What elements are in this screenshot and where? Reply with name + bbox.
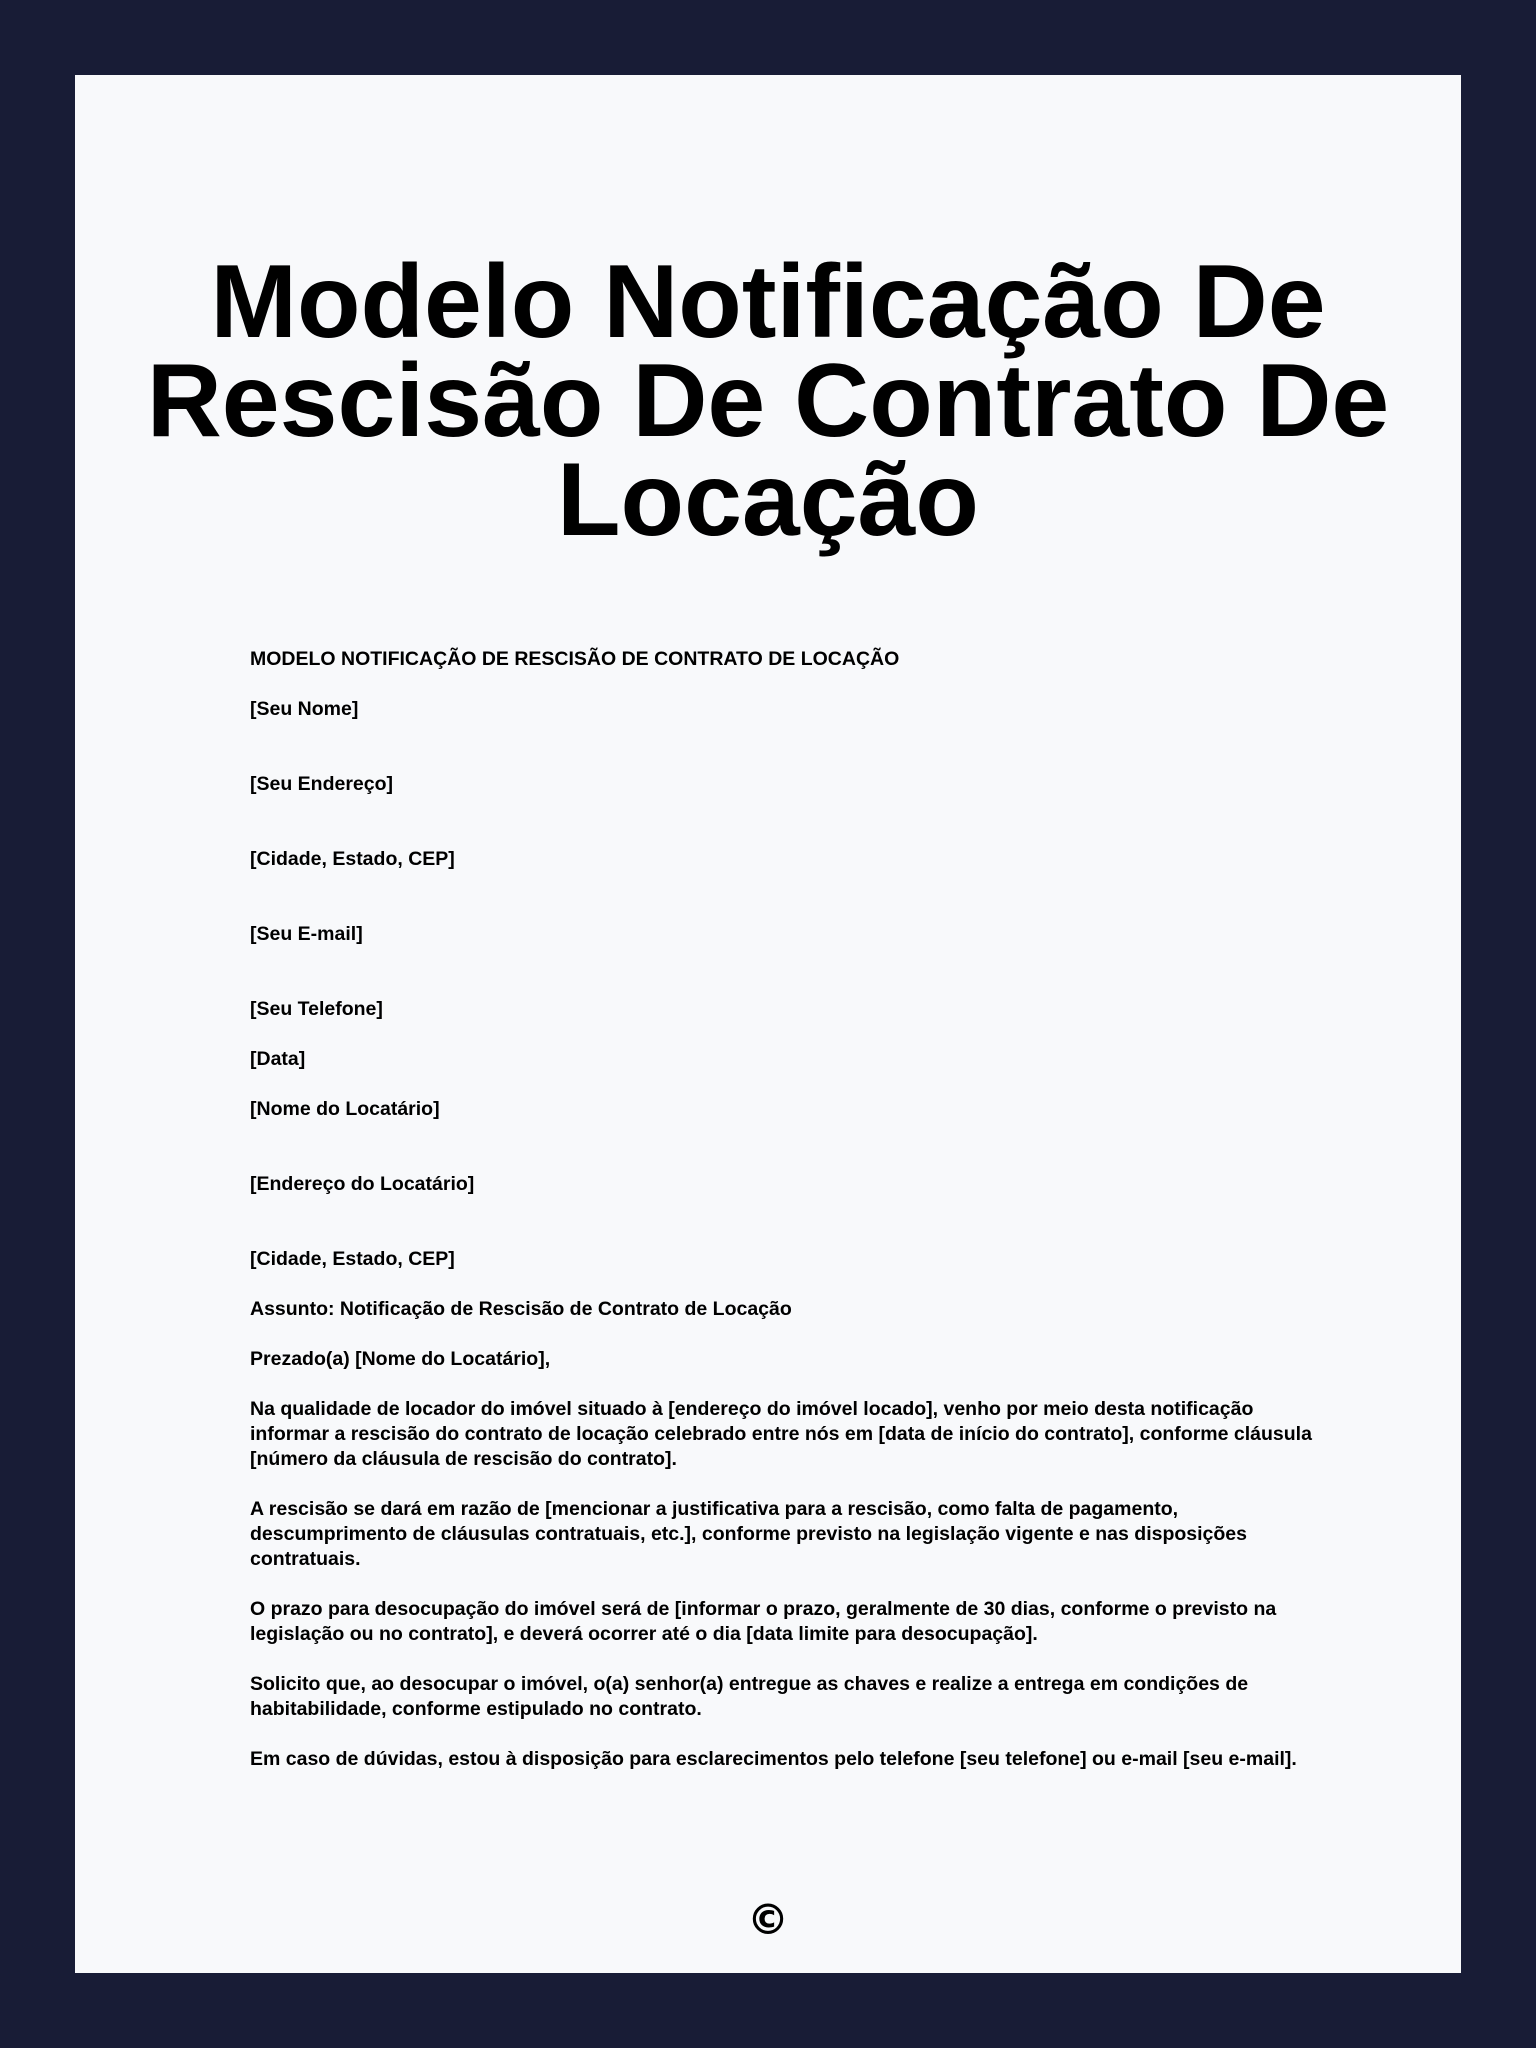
recipient-city-state-zip: [Cidade, Estado, CEP]: [250, 1248, 455, 1270]
recipient-address: [Endereço do Locatário]: [250, 1173, 475, 1195]
sender-city-state-zip: [Cidade, Estado, CEP]: [250, 848, 455, 870]
letter-date: [Data]: [250, 1048, 306, 1070]
letter-greeting: Prezado(a) [Nome do Locatário],: [250, 1348, 551, 1370]
page-title: Modelo Notificação De Rescisão De Contrato De Locação: [146, 244, 1390, 558]
recipient-name: [Nome do Locatário]: [250, 1098, 440, 1120]
body-paragraph: Em caso de dúvidas, estou à disposição para esclarecimentos pelo telefone [seu telefone] ou e-mail [seu e-mail].: [250, 1748, 1297, 1770]
body-paragraph: Na qualidade de locador do imóvel situado à [endereço do imóvel locado], venho por meio desta notificação informar a rescisão do contrato de locação celebrado entre nós em [data de início do contrato], conforme cláusula [número da cláusula de rescisão do contrato].: [250, 1398, 1312, 1470]
body-paragraph: Solicito que, ao desocupar o imóvel, o(a) senhor(a) entregue as chaves e realize a entrega em condições de habitabilidade, conforme estipulado no contrato.: [250, 1673, 1249, 1720]
sender-phone: [Seu Telefone]: [250, 998, 383, 1020]
body-paragraph: A rescisão se dará em razão de [mencionar a justificativa para a rescisão, como falta de pagamento, descumprimento de cláusulas contratuais, etc.], conforme previsto na legislação vigente e nas disposições contratuais.: [250, 1498, 1247, 1570]
letter-subject: Assunto: Notificação de Rescisão de Contrato de Locação: [250, 1298, 792, 1320]
letter-body: [250, 647, 1320, 1797]
sender-name: [Seu Nome]: [250, 698, 359, 720]
letter-heading: MODELO NOTIFICAÇÃO DE RESCISÃO DE CONTRATO DE LOCAÇÃO: [250, 648, 900, 670]
body-paragraph: O prazo para desocupação do imóvel será de [informar o prazo, geralmente de 30 dias, conforme o previsto na legislação ou no contrato], e deverá ocorrer até o dia [data limite para desocupação].: [250, 1598, 1277, 1645]
sender-email: [Seu E-mail]: [250, 923, 363, 945]
document-page: [75, 75, 1461, 1973]
copyright-icon: ©: [747, 1895, 789, 1944]
sender-address: [Seu Endereço]: [250, 773, 394, 795]
